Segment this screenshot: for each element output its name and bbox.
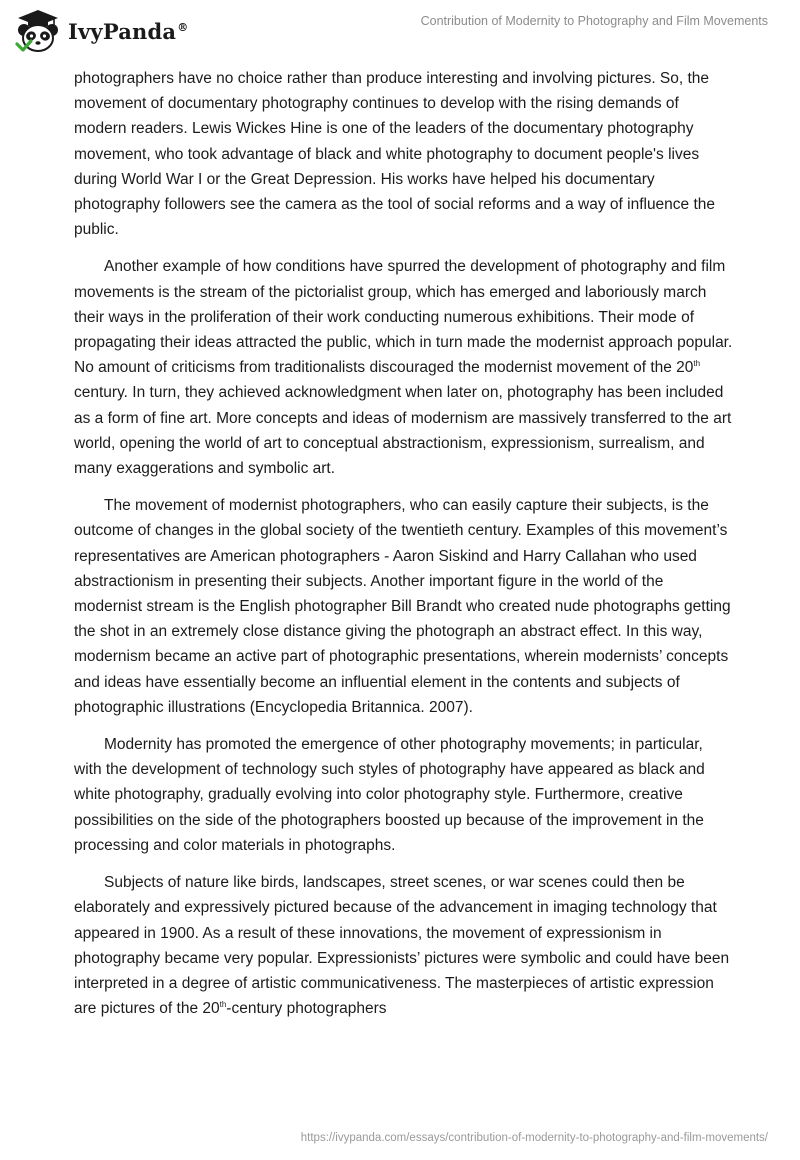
logo-wordmark bbox=[68, 19, 188, 44]
paragraph-3: The movement of modernist photographers, who can easily capture their subjects, is the outcome of changes in the global society of the twentieth century. Examples of this movement’s representatives are American photographers - Aaron Siskind and Harry Callahan who used abstractionism in presenting their subjects. Another important figure in the world of the modernist stream is the English photographer Bill Brandt who created nude photographs getting the shot in an extremely close distance giving the photograph an abstract effect. In this way, modernism became an active part of photographic presentations, wherein modernists’ concepts and ideas have essentially become an influential element in the contents and subjects of photographic illustrations (Encyclopedia Britannica. 2007). bbox=[74, 497, 731, 716]
paragraph-4: Modernity has promoted the emergence of other photography movements; in particular, with the development of technology such styles of photography have appeared as black and white photography, gradually evolving into color photography style. Furthermore, creative possibilities on the side of the photographers boosted up because of the improvement in the processing and color materials in photographs. bbox=[74, 736, 705, 854]
paragraph-5-text-a: Subjects of nature like birds, landscapes, street scenes, or war scenes could then be elaborately and expressively pictured because of the advancement in imaging technology that appeared in 1900. As a result of these innovations, the movement of expressionism in photography became very popular. Expressionists’ pictures were symbolic and could have been interpreted in a degree of artistic communicativeness. The masterpieces of artistic expression are pictures of the 20 bbox=[74, 874, 730, 1018]
paragraph-2-text-b: century. In turn, they achieved acknowledgment when later on, photography has been included as a form of fine art. More concepts and ideas of modernism are massively transferred to the art world, opening the world of art to conceptual abstractionism, expressionism, surrealism, and many exaggerations and symbolic art. bbox=[74, 384, 732, 478]
paragraph-2 bbox=[74, 254, 734, 481]
panda-graduate-logo-icon bbox=[14, 8, 62, 54]
page-header bbox=[0, 0, 800, 66]
site-logo[interactable] bbox=[14, 8, 188, 54]
logo-text: IvyPanda bbox=[68, 18, 177, 44]
paragraph-5 bbox=[74, 870, 734, 1021]
document-title: Contribution of Modernity to Photography and Film Movements bbox=[420, 14, 768, 28]
paragraph-5-text-b: -century photographers bbox=[226, 1000, 387, 1018]
paragraph-1: photographers have no choice rather than produce interesting and involving pictures. So, the movement of documentary photography continues to develop with the rising demands of modern readers. Lewis Wickes Hine is one of the leaders of the documentary photography movement, who took advantage of black and white photography to document people's lives during World War I or the Great Depression. His works have helped his documentary photography followers see the camera as the tool of social reforms and a way of influence the public. bbox=[74, 70, 716, 239]
registered-mark: ® bbox=[177, 20, 189, 34]
ordinal-superscript: th bbox=[219, 1000, 227, 1010]
ordinal-superscript: th bbox=[693, 359, 701, 369]
source-url-link[interactable]: https://ivypanda.com/essays/contribution-of-modernity-to-photography-and-film-movements/ bbox=[300, 1132, 768, 1144]
essay-body bbox=[74, 66, 734, 1033]
paragraph-2-text-a: Another example of how conditions have spurred the development of photography and film movements is the stream of the pictorialist group, which has emerged and laboriously march their ways in the proliferation of their work conducting numerous exhibitions. Their mode of propagating their ideas attracted the public, which in turn made the modernist approach popular. No amount of criticisms from traditionalists discouraged the modernist movement of the 20 bbox=[74, 258, 733, 377]
